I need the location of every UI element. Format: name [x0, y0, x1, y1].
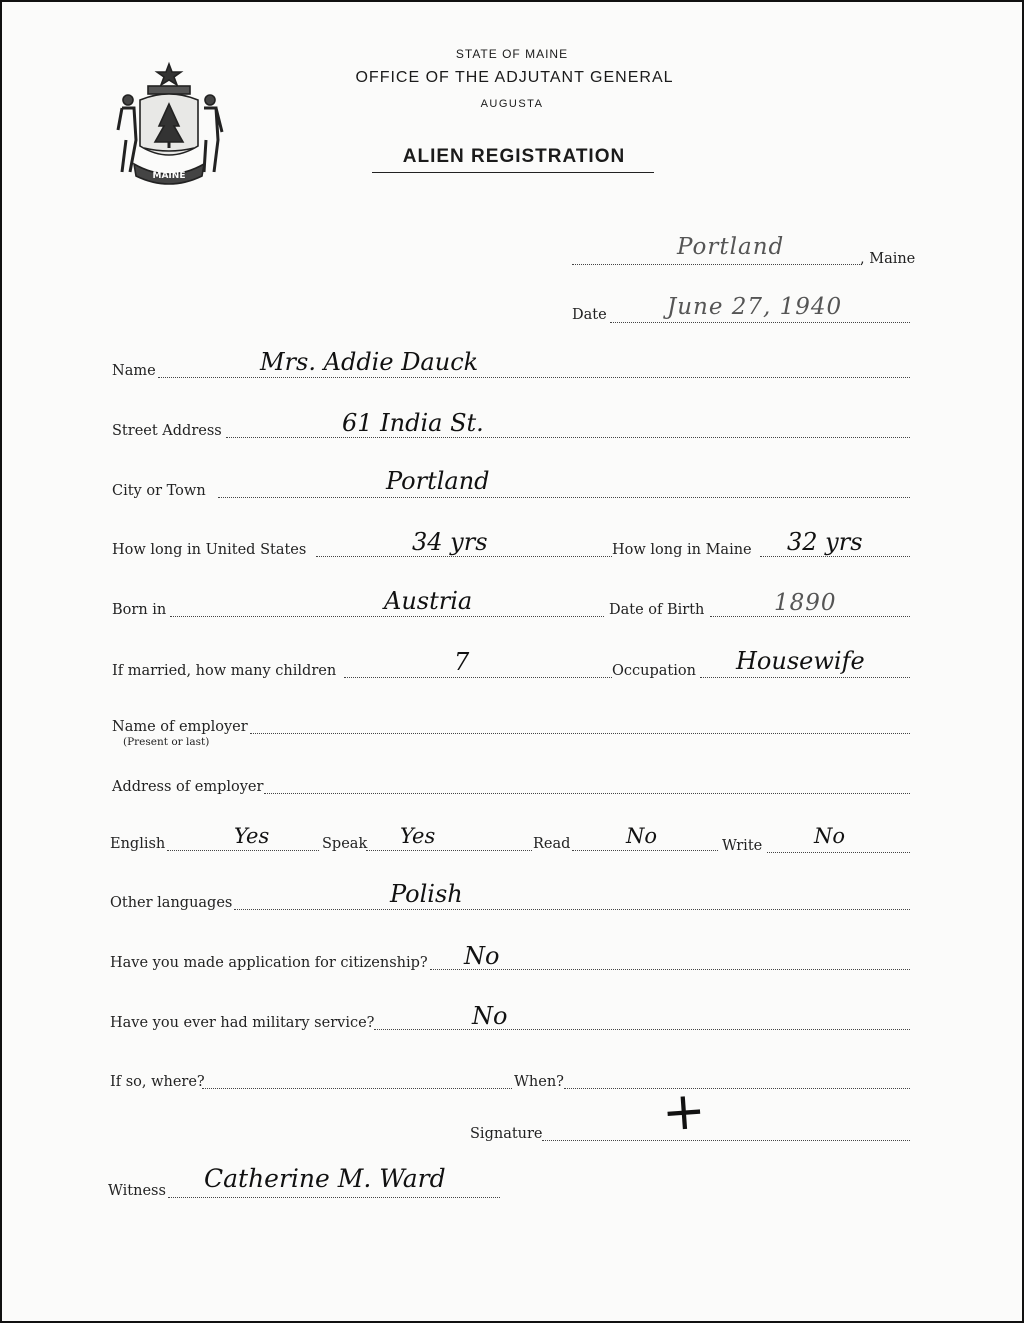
date-of-birth-line: [710, 616, 910, 617]
date-of-birth-label: Date of Birth: [609, 602, 705, 618]
place-value: Portland: [677, 234, 785, 260]
read-line: [572, 850, 718, 851]
name-label: Name: [112, 363, 156, 379]
maine-state-seal-icon: [110, 60, 228, 188]
date-line: [610, 322, 910, 323]
where-label: If so, where?: [110, 1074, 205, 1090]
place-line: [572, 264, 862, 265]
employer-name-label: Name of employer: [112, 719, 248, 735]
military-line: [374, 1029, 910, 1030]
speak-label: Speak: [322, 836, 368, 852]
place-suffix-label: , Maine: [860, 251, 916, 267]
children-label: If married, how many children: [112, 663, 337, 679]
employer-name-line: [250, 733, 910, 734]
military-value: No: [472, 1002, 508, 1030]
state-heading: STATE OF MAINE: [455, 47, 569, 61]
english-line: [167, 850, 319, 851]
citizenship-line: [430, 969, 910, 970]
employer-address-line: [264, 793, 910, 794]
where-line: [202, 1088, 512, 1089]
city-value: Portland: [386, 467, 490, 495]
when-line: [564, 1088, 910, 1089]
write-value: No: [814, 824, 846, 848]
street-address-line: [226, 437, 910, 438]
occupation-line: [700, 677, 910, 678]
seal-banner-text: MAINE: [152, 171, 186, 181]
street-address-label: Street Address: [112, 423, 222, 439]
children-line: [344, 677, 612, 678]
read-label: Read: [533, 836, 571, 852]
write-label: Write: [722, 838, 763, 854]
years-us-label: How long in United States: [112, 542, 307, 558]
title-underline: [372, 172, 654, 173]
years-maine-value: 32 yrs: [787, 528, 863, 556]
when-label: When?: [514, 1074, 564, 1090]
write-line: [767, 852, 910, 853]
name-value: Mrs. Addie Dauck: [260, 348, 479, 376]
years-us-value: 34 yrs: [412, 528, 488, 556]
read-value: No: [626, 824, 658, 848]
occupation-value: Housewife: [736, 647, 865, 675]
name-line: [158, 377, 910, 378]
citizenship-value: No: [464, 942, 500, 970]
signature-mark: +: [659, 1080, 708, 1144]
office-heading: OFFICE OF THE ADJUTANT GENERAL: [355, 69, 674, 86]
military-label: Have you ever had military service?: [110, 1015, 375, 1031]
employer-address-label: Address of employer: [112, 779, 264, 795]
signature-line: [542, 1140, 910, 1141]
other-languages-value: Polish: [390, 880, 463, 908]
speak-line: [366, 850, 532, 851]
date-value: June 27, 1940: [667, 294, 843, 320]
years-maine-label: How long in Maine: [612, 542, 752, 558]
city-label: City or Town: [112, 483, 206, 499]
born-in-value: Austria: [384, 587, 473, 615]
other-languages-label: Other languages: [110, 895, 233, 911]
street-address-value: 61 India St.: [342, 409, 484, 437]
city-line: [218, 497, 910, 498]
speak-value: Yes: [400, 824, 436, 848]
occupation-label: Occupation: [612, 663, 696, 679]
citizenship-label: Have you made application for citizenship?: [110, 955, 428, 971]
years-us-line: [316, 556, 612, 557]
date-label: Date: [572, 307, 607, 323]
years-maine-line: [760, 556, 910, 557]
english-value: Yes: [234, 824, 270, 848]
employer-name-sublabel: (Present or last): [123, 736, 210, 748]
date-of-birth-value: 1890: [774, 590, 837, 616]
born-in-label: Born in: [112, 602, 167, 618]
born-in-line: [170, 616, 604, 617]
witness-label: Witness: [108, 1183, 166, 1199]
witness-line: [168, 1197, 500, 1198]
english-label: English: [110, 836, 166, 852]
other-languages-line: [234, 909, 910, 910]
children-value: 7: [454, 648, 470, 676]
signature-label: Signature: [470, 1126, 543, 1142]
form-title: ALIEN REGISTRATION: [402, 146, 626, 167]
city-heading: AUGUSTA: [480, 98, 544, 110]
witness-value: Catherine M. Ward: [204, 1164, 446, 1193]
